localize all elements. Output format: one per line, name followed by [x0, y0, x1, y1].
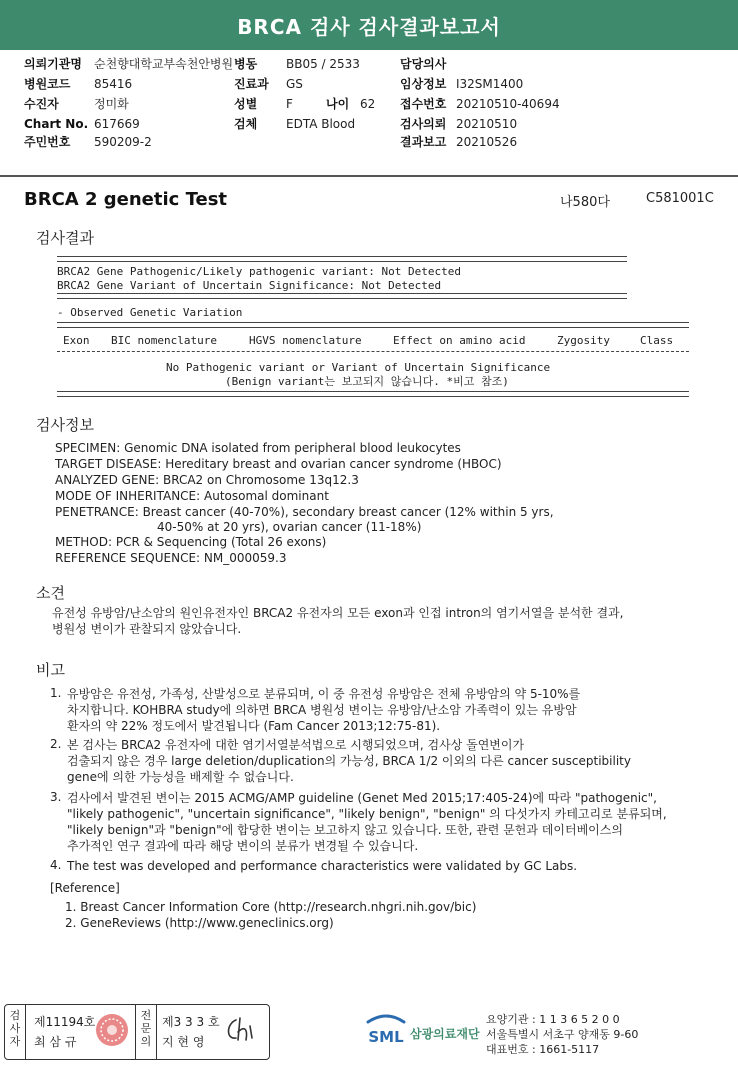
- svg-text:SML: SML: [368, 1028, 404, 1046]
- variant-table-header-divider: [57, 351, 689, 352]
- reference-heading: [Reference]: [50, 881, 120, 895]
- col-hgvs: HGVS nomenclature: [249, 334, 362, 347]
- col-class: Class: [640, 334, 674, 347]
- opinion-heading: 소견: [36, 584, 65, 602]
- variant-table-rule-top: [57, 322, 689, 328]
- examiner-char-3: 자: [9, 1035, 21, 1048]
- info-penetrance-2: 40-50% at 20 yrs), ovarian cancer (11-18%): [157, 520, 422, 534]
- specimen-label: 검체: [234, 117, 258, 131]
- info-penetrance-1: PENETRANCE: Breast cancer (40-70%), secondary breast cancer (12% within 5 yrs,: [55, 505, 554, 519]
- info-heading: 검사정보: [36, 416, 94, 434]
- reference-2: 2. GeneReviews (http://www.geneclinics.org): [65, 916, 334, 930]
- col-bic: BIC nomenclature: [111, 334, 217, 347]
- examinee-value: 정미화: [94, 97, 129, 111]
- test-title: BRCA 2 genetic Test: [24, 189, 228, 210]
- seal-stamp: [94, 1012, 130, 1048]
- note-4-line-1: The test was developed and performance characteristics were validated by GC Labs.: [67, 859, 578, 873]
- resident-label: 주민번호: [24, 135, 71, 149]
- info-reference: REFERENCE SEQUENCE: NM_000059.3: [55, 551, 287, 565]
- request-label: 검사의뢰: [400, 117, 447, 131]
- examinee-label: 수진자: [24, 97, 59, 111]
- organization-code: 요양기관 : 1 1 3 6 5 2 0 0: [486, 1013, 620, 1026]
- result-rule-bottom: [57, 293, 627, 299]
- sex-value: F: [286, 97, 293, 111]
- footer-divider-3: [156, 1005, 157, 1059]
- examiner-license: 제11194호: [34, 1015, 96, 1029]
- ward-label: 병동: [234, 57, 258, 71]
- examiner-char-1: 검: [9, 1009, 21, 1022]
- observed-variation: - Observed Genetic Variation: [57, 306, 243, 319]
- ward-value: BB05 / 2533: [286, 57, 360, 71]
- specialist-char-3: 의: [140, 1035, 152, 1048]
- specialist-char-2: 문: [140, 1022, 152, 1035]
- notes-heading: 비고: [36, 661, 65, 679]
- hospcode-value: 85416: [94, 77, 133, 91]
- note-2-line-3: gene에 의한 가능성을 배제할 수 없습니다.: [67, 770, 294, 784]
- examiner-vertical-label: [6, 1009, 24, 1048]
- note-1-number: 1.: [50, 686, 62, 700]
- note-3-line-4: 추가적인 연구 결과에 따라 해당 변이의 분류가 변경될 수 있습니다.: [67, 839, 419, 853]
- age-value: 62: [360, 97, 376, 111]
- age-label: 나이: [326, 97, 350, 111]
- note-3-line-1: 검사에서 발견된 변이는 2015 ACMG/AMP guideline (Genet Med 2015;17:405-24)에 따라 "pathogenic",: [67, 791, 657, 805]
- opinion-line-2: 병원성 변이가 관찰되지 않았습니다.: [52, 622, 242, 636]
- reference-1: 1. Breast Cancer Information Core (http://research.nhgri.nih.gov/bic): [65, 900, 477, 914]
- examiner-char-2: 사: [9, 1022, 21, 1035]
- report-title: BRCA 검사 검사결과보고서: [237, 15, 501, 39]
- organization-address: 서울특별시 서초구 양재동 9-60: [486, 1028, 639, 1041]
- result-heading: 검사결과: [36, 229, 94, 247]
- info-mode: MODE OF INHERITANCE: Autosomal dominant: [55, 489, 329, 503]
- specimen-value: EDTA Blood: [286, 117, 356, 131]
- request-value: 20210510: [456, 117, 518, 131]
- note-3-number: 3.: [50, 790, 62, 804]
- variant-table-rule-bottom: [57, 391, 689, 397]
- hospital-label: 의뢰기관명: [24, 57, 82, 71]
- info-disease: TARGET DISEASE: Hereditary breast and ovarian cancer syndrome (HBOC): [55, 457, 502, 471]
- note-3-line-2: "likely pathogenic", "uncertain significance", "likely benign", "benign" 의 다섯가지 카테고리로 분류되며,: [67, 807, 667, 821]
- note-1-line-3: 환자의 약 22% 정도에서 발견됩니다 (Fam Cancer 2013;12:75-81).: [67, 719, 441, 733]
- test-code-2: C581001C: [646, 191, 714, 206]
- info-method: METHOD: PCR & Sequencing (Total 26 exons): [55, 535, 327, 549]
- info-specimen: SPECIMEN: Genomic DNA isolated from peripheral blood leukocytes: [55, 441, 461, 455]
- note-4-number: 4.: [50, 858, 62, 872]
- signature: [222, 1012, 262, 1048]
- sml-logo-icon: [364, 1012, 408, 1050]
- opinion-line-1: 유전성 유방암/난소암의 원인유전자인 BRCA2 유전자의 모든 exon과 인접 intron의 염기서열을 분석한 결과,: [52, 606, 624, 620]
- report-banner: [0, 0, 738, 50]
- note-3-line-3: "likely benign"과 "benign"에 합당한 변이는 보고하지 않고 있습니다. 또한, 관련 문헌과 데이터베이스의: [67, 823, 623, 837]
- sex-label: 성별: [234, 97, 258, 111]
- specialist-license: 제3 3 3 호: [162, 1015, 220, 1029]
- clinical-value: I32SM1400: [456, 77, 524, 91]
- header-divider: [0, 175, 738, 177]
- hospital-value: 순천향대학교부속천안병원: [94, 57, 234, 71]
- chart-value: 617669: [94, 117, 140, 131]
- result-line-1: BRCA2 Gene Pathogenic/Likely pathogenic variant: Not Detected: [57, 265, 461, 278]
- dept-value: GS: [286, 77, 303, 91]
- hospcode-label: 병원코드: [24, 77, 71, 91]
- examiner-name: 최 삼 규: [34, 1035, 77, 1049]
- report-value: 20210526: [456, 135, 518, 149]
- note-2-number: 2.: [50, 737, 62, 751]
- col-zygosity: Zygosity: [557, 334, 610, 347]
- col-effect: Effect on amino acid: [393, 334, 526, 347]
- dept-label: 진료과: [234, 77, 269, 91]
- chart-label: Chart No.: [24, 117, 89, 131]
- no-variant-line-2: (Benign variant는 보고되지 않습니다. *비고 참조): [225, 375, 509, 388]
- report-label: 결과보고: [400, 135, 447, 149]
- no-variant-line-1: No Pathogenic variant or Variant of Uncertain Significance: [166, 361, 551, 374]
- note-2-line-2: 검출되지 않은 경우 large deletion/duplication의 가능성, BRCA 1/2 이외의 다른 cancer susceptibility: [67, 754, 631, 768]
- note-2-line-1: 본 검사는 BRCA2 유전자에 대한 염기서열분석법으로 시행되었으며, 검사상 돌연변이가: [67, 738, 525, 752]
- clinical-label: 임상정보: [400, 77, 447, 91]
- note-1-line-2: 차지합니다. KOHBRA study에 의하면 BRCA 병원성 변이는 유방암/난소암 가족력이 있는 유방암: [67, 703, 577, 717]
- info-gene: ANALYZED GENE: BRCA2 on Chromosome 13q12.3: [55, 473, 359, 487]
- doctor-label: 담당의사: [400, 57, 447, 71]
- footer-divider-1: [25, 1005, 26, 1059]
- note-1-line-1: 유방암은 유전성, 가족성, 산발성으로 분류되며, 이 중 유전성 유방암은 전체 유방암의 약 5-10%를: [67, 687, 581, 701]
- specialist-char-1: 전: [140, 1009, 152, 1022]
- resident-value: 590209-2: [94, 135, 152, 149]
- organization-phone: 대표번호 : 1661-5117: [486, 1043, 600, 1056]
- footer-divider-2: [135, 1005, 136, 1059]
- organization-name: 삼광의료재단: [410, 1027, 480, 1041]
- col-exon: Exon: [63, 334, 90, 347]
- result-line-2: BRCA2 Gene Variant of Uncertain Significance: Not Detected: [57, 279, 442, 292]
- specialist-vertical-label: [137, 1009, 155, 1048]
- test-code-1: 나580다: [560, 195, 610, 210]
- result-rule-top: [57, 256, 627, 262]
- specialist-name: 지 현 영: [162, 1035, 205, 1049]
- receipt-label: 접수번호: [400, 97, 447, 111]
- receipt-value: 20210510-40694: [456, 97, 560, 111]
